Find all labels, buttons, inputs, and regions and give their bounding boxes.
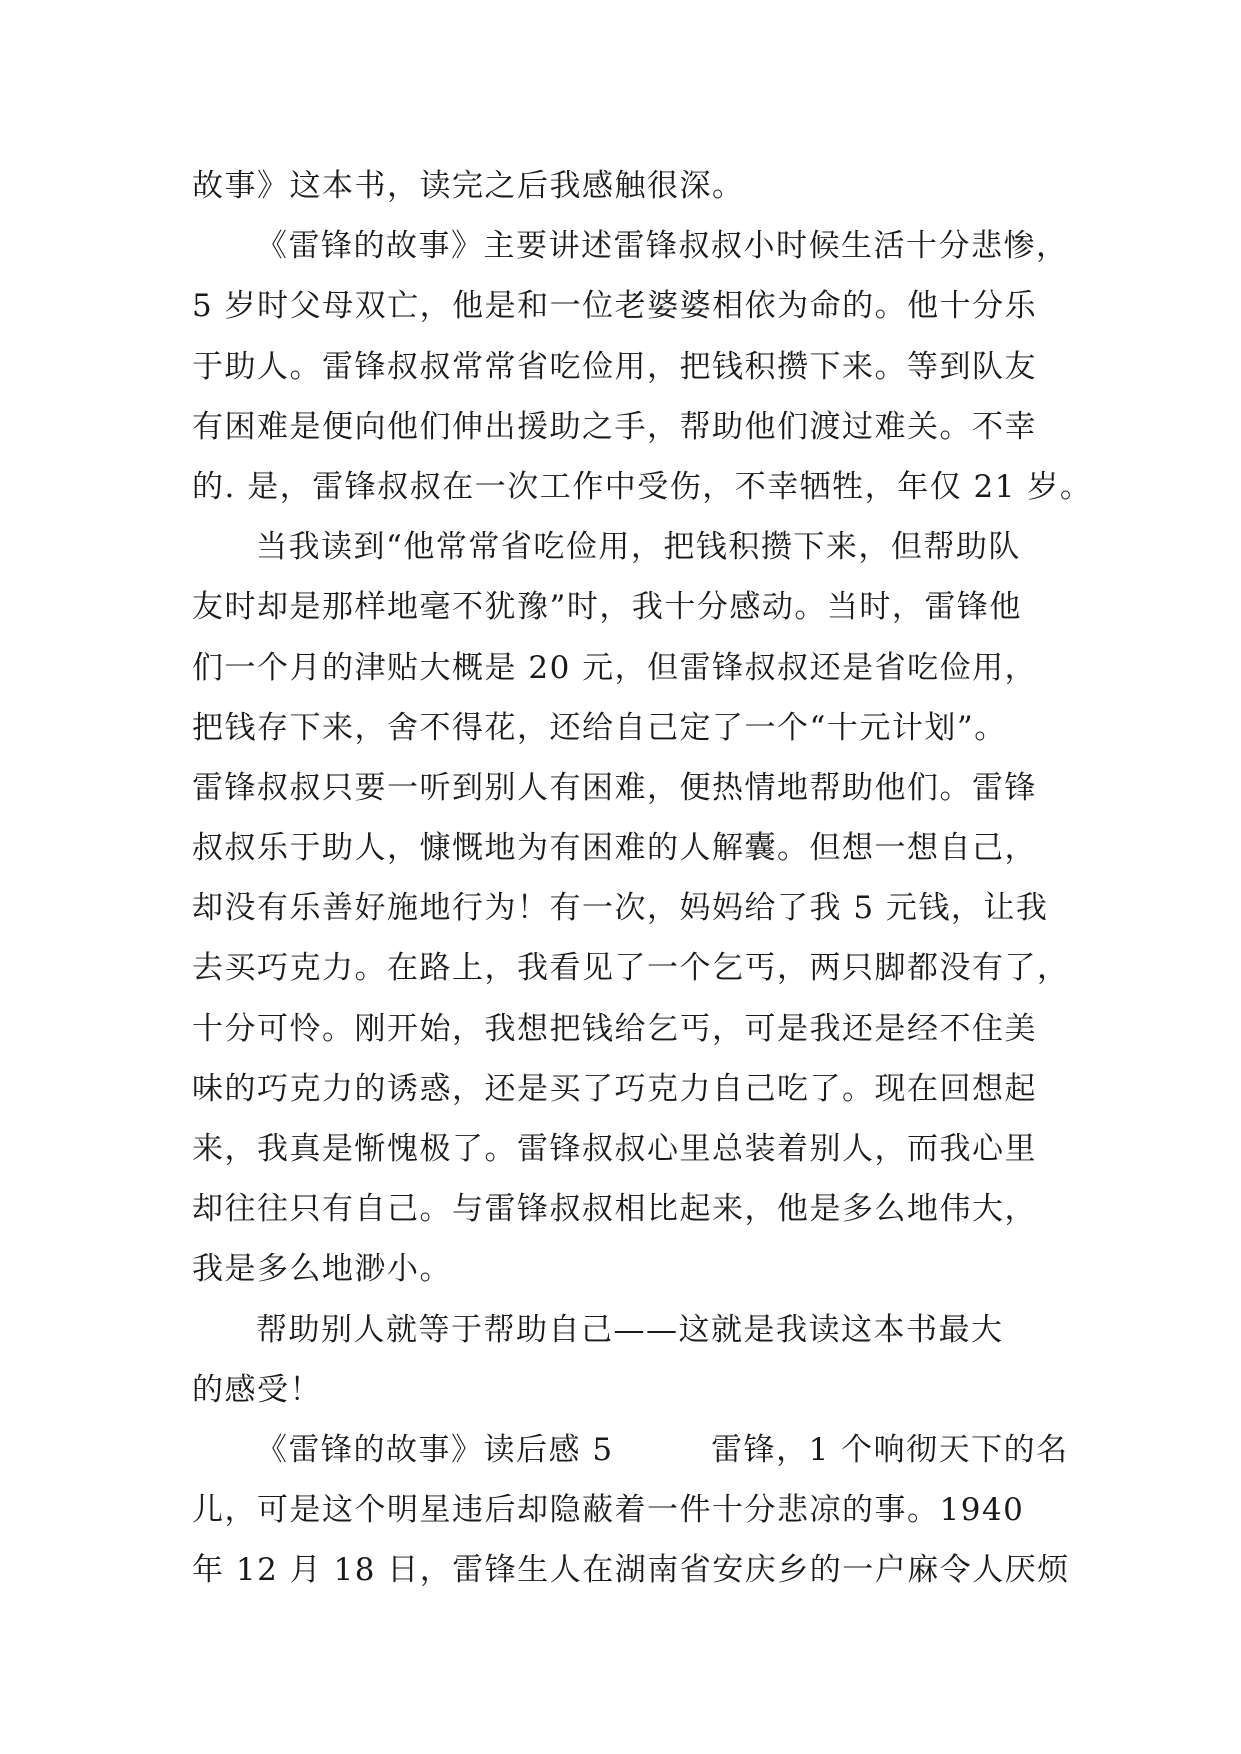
text-line: 却往往只有自己。与雷锋叔叔相比起来，他是多么地伟大， bbox=[192, 1191, 1037, 1228]
text-line: 十分可怜。刚开始，我想把钱给乞丐，可是我还是经不住美 bbox=[192, 1010, 1037, 1047]
paragraph-start-line: 帮助别人就等于帮助自己——这就是我读这本书最大 bbox=[256, 1311, 1004, 1348]
text-line: 却没有乐善好施地行为！有一次，妈妈给了我 5 元钱，让我 bbox=[192, 890, 1049, 927]
text-line: 年 12 月 18 日，雷锋生人在湖南省安庆乡的一户麻令人厌烦 bbox=[192, 1552, 1070, 1589]
paragraph-start-line: 《雷锋的故事》主要讲述雷锋叔叔小时候生活十分悲惨， bbox=[256, 228, 1069, 265]
text-line: 来，我真是惭愧极了。雷锋叔叔心里总装着别人，而我心里 bbox=[192, 1131, 1037, 1167]
text-line: 味的巧克力的诱惑，还是买了巧克力自己吃了。现在回想起 bbox=[192, 1070, 1037, 1107]
text-line: 我是多么地渺小。 bbox=[192, 1251, 452, 1288]
text-line: 去买巧克力。在路上，我看见了一个乞丐，两只脚都没有了， bbox=[192, 950, 1070, 987]
text-line: 的感受！ bbox=[192, 1371, 322, 1408]
text-line: 有困难是便向他们伸出援助之手，帮助他们渡过难关。不幸 bbox=[192, 408, 1037, 445]
text-line: 于助人。雷锋叔叔常常省吃俭用，把钱积攒下来。等到队友 bbox=[192, 348, 1037, 385]
text-line: 们一个月的津贴大概是 20 元，但雷锋叔叔还是省吃俭用， bbox=[192, 649, 1038, 686]
paragraph-start-line: 《雷锋的故事》读后感 5 雷锋，1 个响彻天下的名 bbox=[256, 1431, 1069, 1468]
paragraph-start-line: 当我读到“他常常省吃俭用，把钱积攒下来，但帮助队 bbox=[256, 529, 1021, 566]
text-line: 雷锋叔叔只要一听到别人有困难，便热情地帮助他们。雷锋 bbox=[192, 769, 1037, 806]
text-line: 故事》这本书，读完之后我感触很深。 bbox=[192, 168, 745, 204]
text-line: 的. 是，雷锋叔叔在一次工作中受伤，不幸牺牲，年仅 21 岁。 bbox=[192, 468, 1093, 505]
text-line: 叔叔乐于助人，慷慨地为有困难的人解囊。但想一想自己， bbox=[192, 830, 1037, 867]
text-line: 友时却是那样地毫不犹豫”时，我十分感动。当时，雷锋他 bbox=[192, 589, 1022, 626]
text-line: 把钱存下来，舍不得花，还给自己定了一个“十元计划”。 bbox=[192, 709, 1007, 746]
text-line: 5 岁时父母双亡，他是和一位老婆婆相依为命的。他十分乐 bbox=[192, 288, 1038, 325]
text-line: 儿，可是这个明星违后却隐蔽着一件十分悲凉的事。1940 bbox=[192, 1492, 1025, 1529]
body-text bbox=[192, 156, 1093, 1601]
